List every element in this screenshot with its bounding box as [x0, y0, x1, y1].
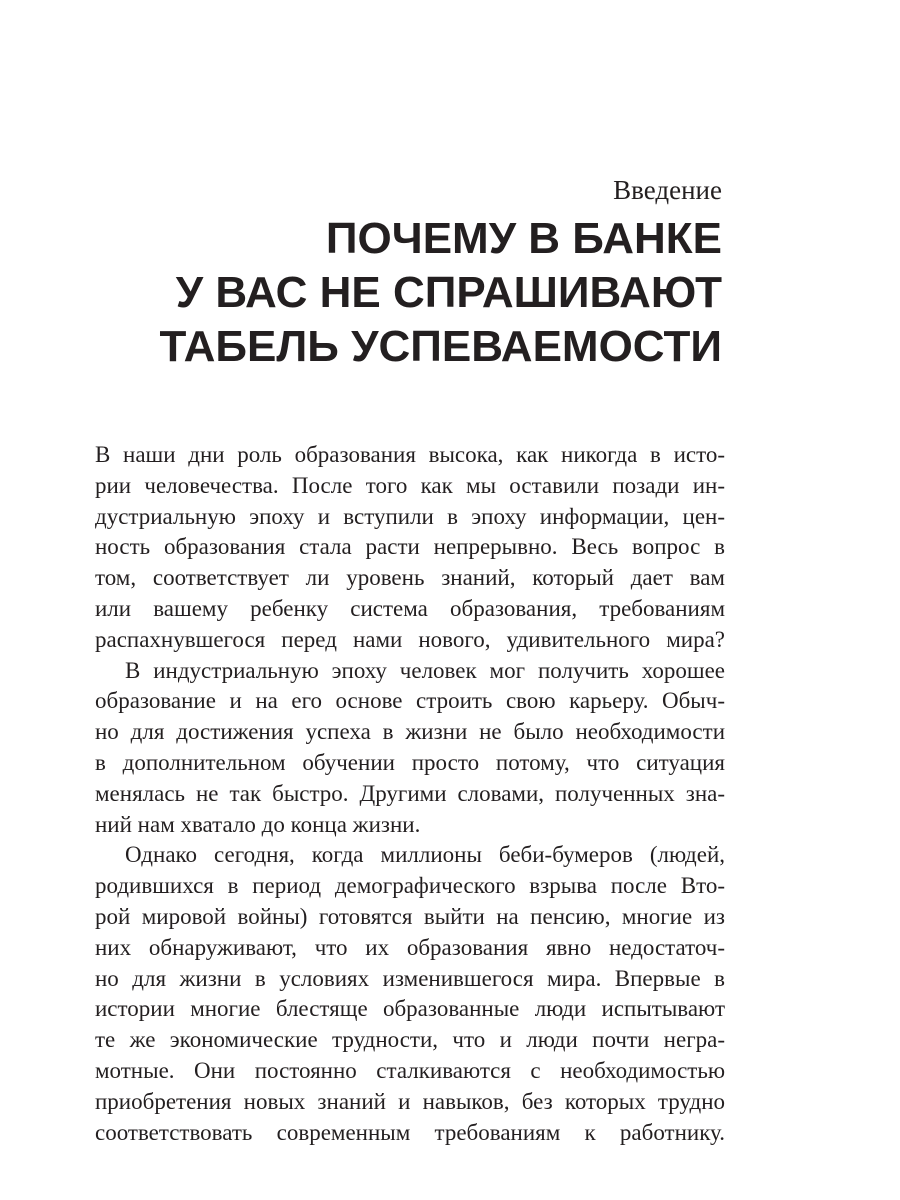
- text-line: соответствовать современным требованиям к работнику.: [95, 1119, 725, 1145]
- chapter-header: [120, 170, 722, 374]
- text-line: образование и на его основе строить свою карьеру. Обыч-: [95, 688, 725, 714]
- chapter-title: [120, 212, 722, 374]
- paragraph-2: [95, 656, 725, 841]
- chapter-title-line: ТАБЕЛЬ УСПЕВАЕМОСТИ: [159, 322, 722, 371]
- text-line: но для достижения успеха в жизни не было необходимости: [95, 719, 725, 745]
- text-line: В наши дни роль образования высока, как никогда в исто-: [95, 442, 725, 467]
- text-line: но для жизни в условиях изменившегося мира. Впервые в: [95, 965, 725, 991]
- paragraph-3: [95, 840, 725, 1148]
- text-line: рой мировой войны) готовятся выйти на пенсию, многие из: [95, 903, 725, 929]
- text-line: или вашему ребенку система образования, требованиям: [95, 595, 725, 621]
- text-line: дустриальную эпоху и вступили в эпоху информации, цен-: [95, 503, 725, 529]
- text-line: приобретения новых знаний и навыков, без которых трудно: [95, 1088, 725, 1114]
- text-line: ность образования стала расти непрерывно. Весь вопрос в: [95, 534, 725, 560]
- text-line: менялась не так быстро. Другими словами, полученных зна-: [95, 780, 725, 806]
- chapter-title-line: У ВАС НЕ СПРАШИВАЮТ: [175, 268, 722, 317]
- text-line: распахнувшегося перед нами нового, удивительного мира?: [95, 626, 725, 652]
- text-line: мотные. Они постоянно сталкиваются с необходимостью: [95, 1057, 725, 1083]
- text-line: Однако сегодня, когда миллионы беби-бумеров (людей,: [125, 842, 725, 868]
- paragraph-1: [95, 440, 725, 656]
- chapter-title-line: ПОЧЕМУ В БАНКЕ: [325, 214, 722, 263]
- text-line: родившихся в период демографического взрыва после Вто-: [95, 873, 725, 899]
- text-line: рии человечества. После того как мы оставили позади ин-: [95, 472, 725, 498]
- text-line: том, соответствует ли уровень знаний, который дает вам: [95, 565, 725, 591]
- text-line: в дополнительном обучении просто потому, что ситуация: [95, 749, 725, 775]
- chapter-label: Введение: [613, 175, 722, 205]
- text-line: ний нам хватало до конца жизни.: [95, 811, 421, 837]
- text-line: В индустриальную эпоху человек мог получить хорошее: [125, 657, 725, 683]
- body-text: [95, 440, 725, 1148]
- text-line: те же экономические трудности, что и люди почти негра-: [95, 1027, 725, 1053]
- text-line: них обнаруживают, что их образования явно недостаточ-: [95, 934, 725, 960]
- text-line: истории многие блестяще образованные люди испытывают: [95, 996, 725, 1022]
